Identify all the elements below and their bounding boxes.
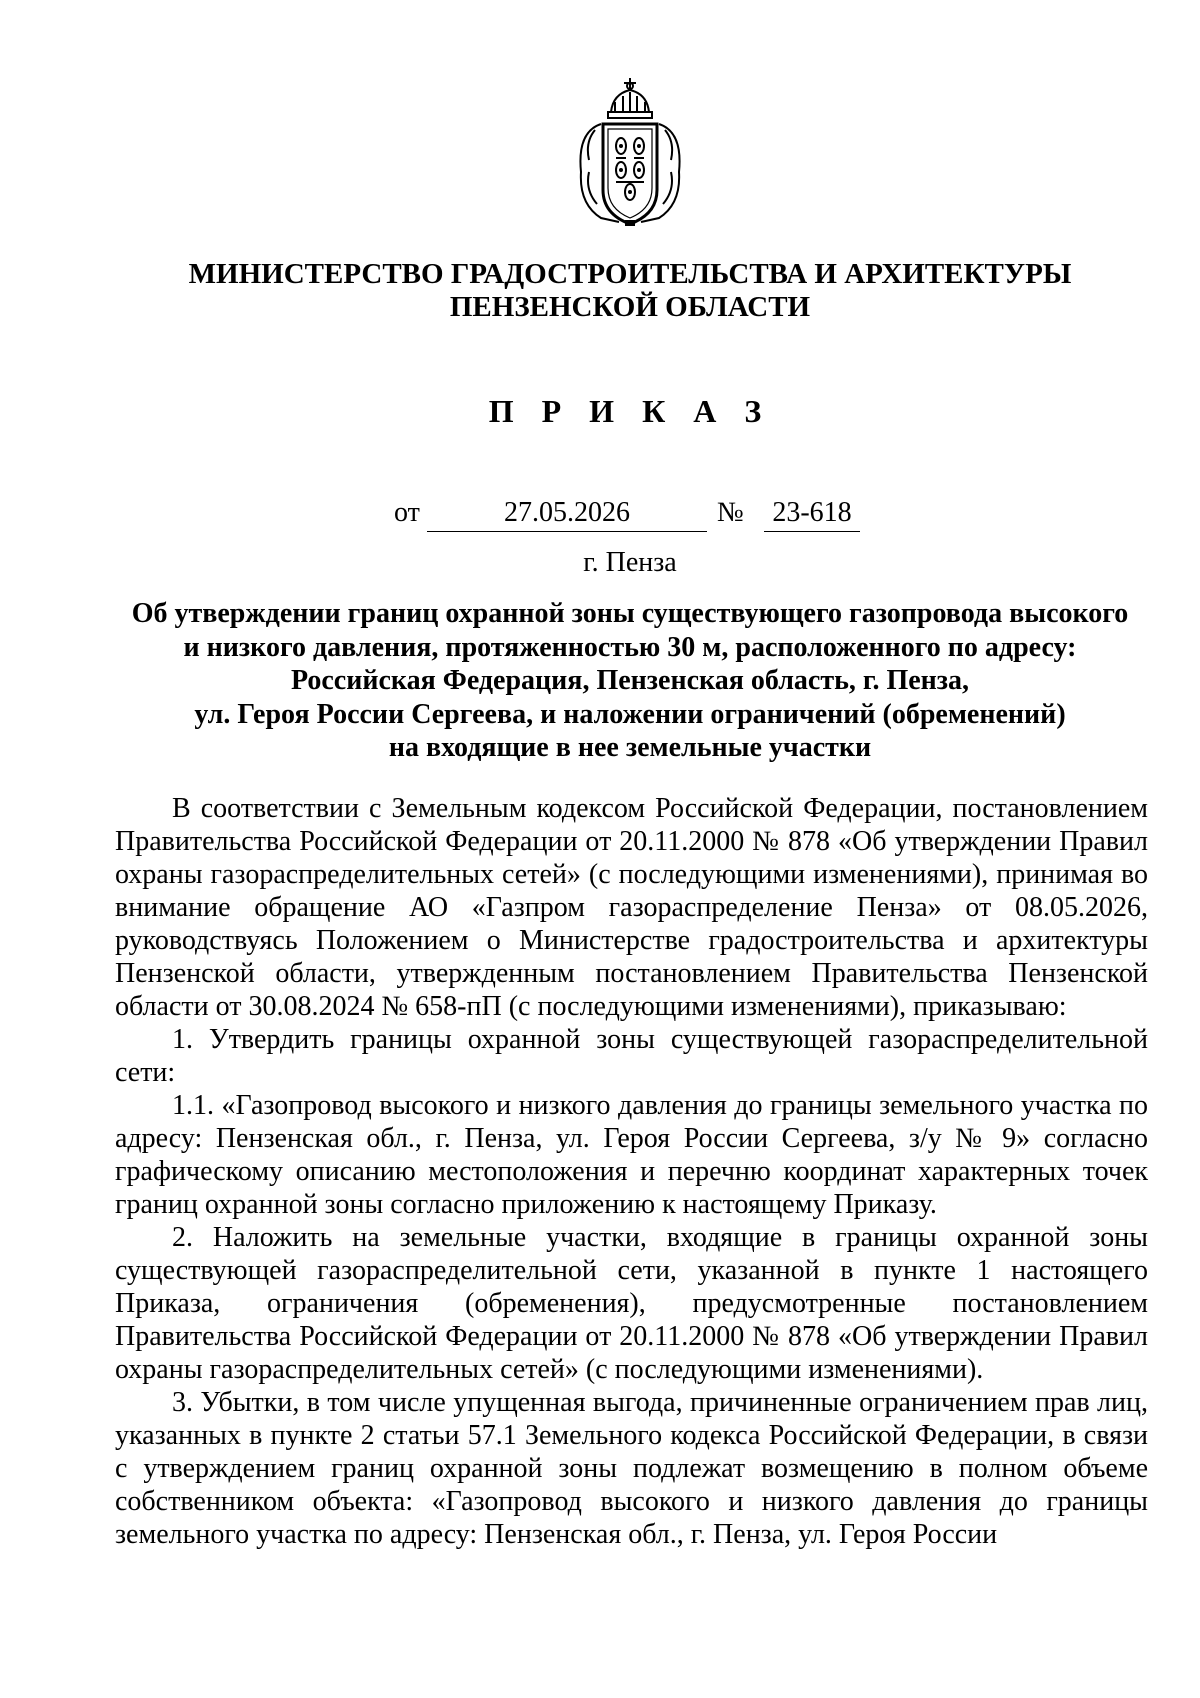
title-line: ул. Героя России Сергеева, и наложении ограничений (обременений) xyxy=(194,698,1066,730)
document-number: 23-618 xyxy=(764,497,860,532)
title-line: и низкого давления, протяженностью 30 м, расположенного по адресу: xyxy=(183,631,1077,663)
date-prefix: от xyxy=(394,497,420,528)
document-body xyxy=(115,792,1148,1551)
title-line: на входящие в нее земельные участки xyxy=(388,732,872,763)
document-date: 27.05.2026 xyxy=(427,497,707,532)
document-title xyxy=(120,597,1140,765)
paragraph-item-1: 1. Утвердить границы охранной зоны существующей газораспределительной сети: xyxy=(115,1024,1148,1088)
city: г. Пенза xyxy=(583,547,677,578)
ministry-line-2: ПЕНЗЕНСКОЙ ОБЛАСТИ xyxy=(449,291,811,323)
paragraph-item-1-1: 1.1. «Газопровод высокого и низкого давления до границы земельного участка по адресу: Пензенская обл., г. Пенза, ул. Героя России Сергеева, з/у № 9» согласно графическому описанию местоположения и перечню координат характерных точек границ охранной зоны согласно приложению к настоящему Приказу. xyxy=(115,1090,1148,1220)
title-line: Российская Федерация, Пензенская область, г. Пенза, xyxy=(290,665,970,696)
title-line: Об утверждении границ охранной зоны существующего газопровода высокого xyxy=(131,598,1129,629)
document-type: П Р И К А З xyxy=(488,393,772,429)
paragraph-preamble: В соответствии с Земельным кодексом Российской Федерации, постановлением Правительства Российской Федерации от 20.11.2000 № 878 «Об утверждении Правил охраны газораспределительных сетей» (с последующими изменениями), принимая во внимание обращение АО «Газпром газораспределение Пенза» от 08.05.2026, руководствуясь Положением о Министерстве градостроительства и архитектуры Пензенской области, утвержденным постановлением Правительства Пензенской области от 30.08.2024 № 658-пП (с последующими изменениями), приказываю: xyxy=(115,793,1148,1022)
coat-of-arms-icon xyxy=(571,72,689,230)
ministry-line-1: МИНИСТЕРСТВО ГРАДОСТРОИТЕЛЬСТВА И АРХИТЕКТУРЫ xyxy=(188,258,1072,290)
paragraph-item-2: 2. Наложить на земельные участки, входящие в границы охранной зоны существующей газораспределительной сети, указанной в пункте 1 настоящего Приказа, ограничения (обременения), предусмотренные постановлением Правительства Российской Федерации от 20.11.2000 № 878 «Об утверждении Правил охраны газораспределительных сетей» (с последующими изменениями). xyxy=(115,1222,1148,1385)
paragraph-item-3: 3. Убытки, в том числе упущенная выгода, причиненные ограничением прав лиц, указанных в пункте 2 статьи 57.1 Земельного кодекса Российской Федерации, в связи с утверждением границ охранной зоны подлежат возмещению в полном объеме собственником объекта: «Газопровод высокого и низкого давления до границы земельного участка по адресу: Пензенская обл., г. Пенза, ул. Героя России xyxy=(115,1387,1148,1550)
ministry-name xyxy=(100,258,1160,324)
number-prefix: № xyxy=(717,497,744,528)
